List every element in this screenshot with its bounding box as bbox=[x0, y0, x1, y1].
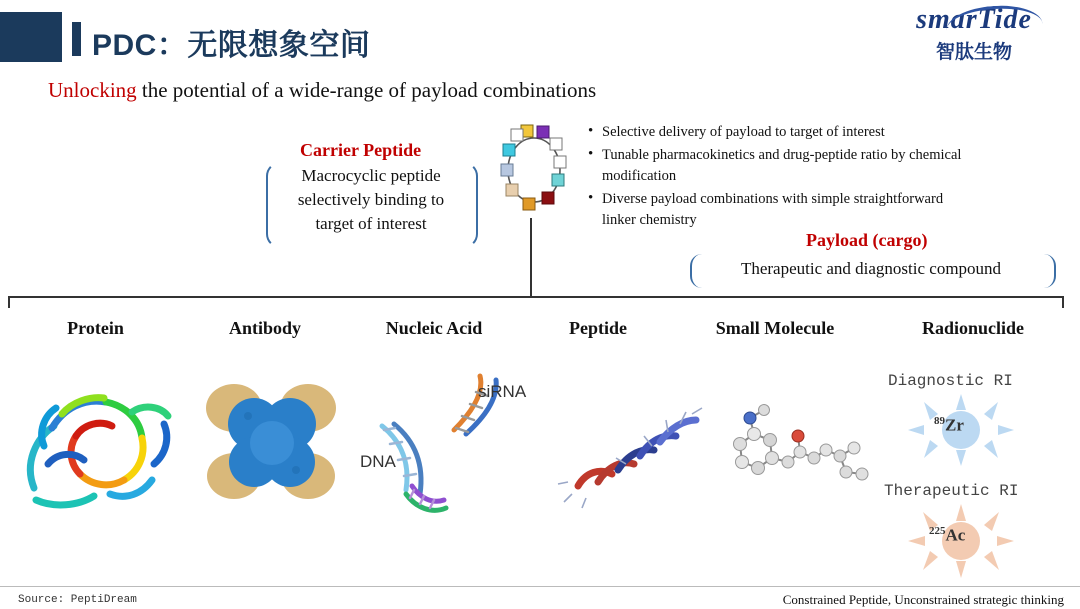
list-item: • Selective delivery of payload to target of interest bbox=[588, 122, 968, 143]
carrier-peptide-text: Macrocyclic peptide selectively binding to target of interest bbox=[297, 166, 445, 234]
therapeutic-ri-label: Therapeutic RI bbox=[884, 482, 1019, 500]
diagnostic-ri-label: Diagnostic RI bbox=[888, 372, 1013, 390]
footer-tagline: Constrained Peptide, Unconstrained strategic thinking bbox=[782, 592, 1064, 607]
footer-divider bbox=[0, 586, 1080, 587]
source-note: Source: PeptiDream bbox=[18, 594, 137, 606]
column-header-nucleic-acid: Nucleic Acid bbox=[385, 318, 483, 338]
subtitle-rest: the potential of a wide-range of payload combinations bbox=[136, 78, 597, 102]
category-spine-right-tick bbox=[1062, 296, 1064, 308]
protein-ribbon-image bbox=[14, 368, 184, 523]
macrocyclic-peptide-ring-icon bbox=[490, 122, 578, 218]
category-spine-left-tick bbox=[8, 296, 10, 308]
logo-chinese-name: 智肽生物 bbox=[935, 42, 1012, 63]
subtitle-highlight: Unlocking bbox=[48, 78, 137, 102]
header-navy-block bbox=[0, 12, 62, 62]
isotope-ac-symbol: Ac bbox=[945, 525, 966, 545]
category-spine bbox=[8, 296, 1064, 298]
header-accent-bar bbox=[72, 22, 81, 56]
list-item: • Diverse payload combinations with simple straightforward linker chemistry bbox=[588, 189, 968, 231]
carrier-payload-connector bbox=[530, 218, 532, 296]
column-header-protein: Protein bbox=[67, 318, 124, 338]
antibody-structure-image bbox=[198, 378, 344, 511]
payload-text: Therapeutic and diagnostic compound bbox=[740, 259, 1002, 278]
logo-wordmark: smarTide bbox=[916, 4, 1032, 35]
feature-bullets bbox=[588, 122, 968, 233]
isotope-ac-225 bbox=[929, 525, 965, 546]
small-molecule-image bbox=[714, 400, 884, 515]
sirna-label: siRNA bbox=[478, 382, 527, 401]
isotope-ac-mass: 225 bbox=[929, 525, 946, 537]
subtitle bbox=[48, 78, 596, 103]
peptide-helix-image bbox=[556, 390, 716, 515]
carrier-peptide-title: Carrier Peptide bbox=[300, 140, 422, 160]
list-item: • Tunable pharmacokinetics and drug-peptide ratio by chemical modification bbox=[588, 145, 968, 187]
company-logo bbox=[884, 4, 1064, 64]
dna-label: DNA bbox=[360, 452, 396, 471]
column-header-peptide: Peptide bbox=[569, 318, 627, 338]
column-header-radionuclide: Radionuclide bbox=[921, 318, 1025, 338]
column-header-antibody: Antibody bbox=[228, 318, 302, 338]
page-title: PDC：无限想象空间 bbox=[92, 29, 371, 62]
column-header-small-molecule: Small Molecule bbox=[715, 318, 835, 338]
isotope-zr-mass: 89 bbox=[934, 415, 945, 427]
isotope-zr-symbol: Zr bbox=[945, 415, 964, 435]
payload-title: Payload (cargo) bbox=[806, 230, 928, 250]
isotope-zr-89 bbox=[934, 415, 964, 436]
